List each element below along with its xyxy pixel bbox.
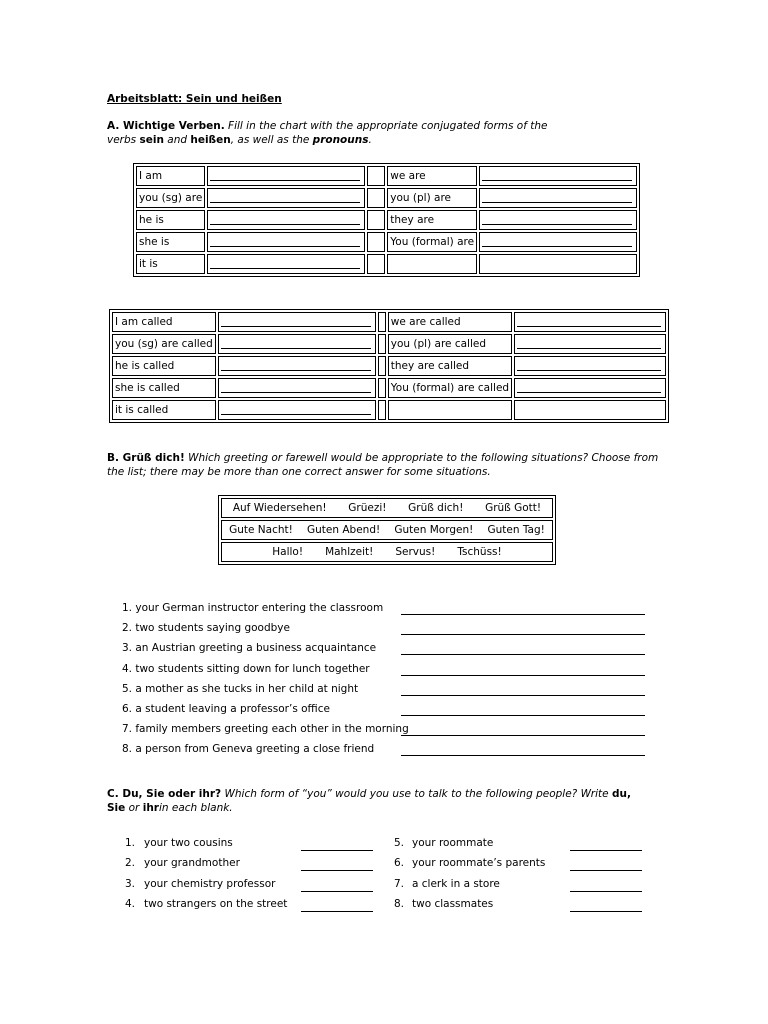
greeting-word: Tschüss!	[457, 546, 502, 558]
greeting-row	[221, 498, 553, 518]
answer-line[interactable]	[570, 911, 642, 912]
pronoun-prompt: he is called	[112, 356, 216, 376]
answer-line[interactable]	[401, 634, 645, 635]
pronoun-prompt: You (formal) are	[387, 232, 477, 252]
answer-blank[interactable]	[207, 210, 365, 230]
blank-line	[517, 380, 661, 393]
pronoun-blank[interactable]	[378, 378, 386, 398]
pronoun-blank[interactable]	[378, 334, 386, 354]
greeting-word: Mahlzeit!	[325, 546, 374, 558]
answer-line[interactable]	[570, 850, 642, 851]
answer-blank[interactable]	[207, 232, 365, 252]
chart-row	[112, 334, 666, 354]
answer-line[interactable]	[301, 850, 373, 851]
person-number: 4.	[125, 898, 136, 911]
greeting-word: Guten Tag!	[487, 524, 545, 536]
greeting-word: Grüß dich!	[408, 502, 464, 514]
section-b-heading: B. Grüß dich!	[107, 452, 185, 464]
greeting-row	[221, 520, 553, 540]
person-item: your grandmother	[144, 857, 240, 870]
greeting-word: Guten Abend!	[307, 524, 381, 536]
chart-row	[112, 312, 666, 332]
answer-line[interactable]	[401, 755, 645, 756]
answer-blank[interactable]	[479, 210, 637, 230]
blank-line	[210, 256, 360, 269]
person-item: your roommate	[412, 837, 494, 849]
person-number: 2.	[125, 857, 136, 870]
greeting-word: Guten Morgen!	[394, 524, 474, 536]
person-item: your chemistry professor	[144, 877, 276, 890]
answer-line[interactable]	[401, 654, 645, 655]
situation-item: 6. a student leaving a professor’s office	[122, 703, 330, 715]
person-number: 5.	[394, 837, 405, 849]
pronoun-prompt: she is called	[112, 378, 216, 398]
answer-line[interactable]	[401, 715, 645, 716]
answer-blank[interactable]	[514, 356, 666, 376]
blank-line	[221, 380, 371, 393]
person-number: 1.	[125, 837, 136, 849]
pronoun-prompt: you (pl) are called	[388, 334, 512, 354]
blank-line	[221, 336, 371, 349]
greeting-word: Grüezi!	[348, 502, 387, 514]
person-item: a clerk in a store	[412, 877, 500, 890]
answer-blank[interactable]	[207, 188, 365, 208]
chart-row	[136, 210, 637, 230]
sein-conjugation-chart	[133, 163, 640, 277]
pronoun-prompt: we are	[387, 166, 477, 186]
pronoun-blank[interactable]	[367, 254, 385, 274]
pronoun-prompt	[388, 400, 512, 420]
chart-row	[136, 188, 637, 208]
person-item: two classmates	[412, 898, 494, 911]
answer-blank[interactable]	[514, 334, 666, 354]
answer-line[interactable]	[401, 675, 645, 676]
answer-blank[interactable]	[514, 312, 666, 332]
situation-item: 5. a mother as she tucks in her child at night	[122, 682, 359, 695]
greeting-word: Servus!	[395, 546, 436, 558]
answer-blank[interactable]	[207, 254, 365, 274]
section-a-heading: A. Wichtige Verben.	[107, 120, 225, 132]
pronoun-blank[interactable]	[378, 400, 386, 420]
greeting-word: Grüß Gott!	[485, 502, 542, 514]
person-item: two strangers on the street	[144, 898, 288, 911]
pronoun-blank[interactable]	[367, 232, 385, 252]
pronoun-prompt: you (sg) are	[136, 188, 205, 208]
blank-line	[517, 314, 661, 327]
greeting-word-bank	[218, 495, 556, 565]
blank-line	[517, 336, 661, 349]
answer-line[interactable]	[401, 735, 645, 736]
chart-row	[136, 166, 637, 186]
pronoun-blank[interactable]	[378, 312, 386, 332]
person-number: 3.	[125, 877, 136, 890]
pronoun-prompt: they are called	[388, 356, 512, 376]
answer-line[interactable]	[301, 870, 373, 871]
pronoun-prompt: we are called	[388, 312, 512, 332]
pronoun-blank[interactable]	[378, 356, 386, 376]
answer-blank[interactable]	[479, 232, 637, 252]
answer-blank[interactable]	[479, 254, 637, 274]
answer-blank[interactable]	[218, 378, 376, 398]
situation-item: 7. family members greeting each other in the morning	[122, 723, 409, 736]
person-item: your two cousins	[144, 837, 233, 849]
answer-line[interactable]	[570, 870, 642, 871]
blank-line	[517, 358, 661, 371]
greeting-word: Hallo!	[272, 546, 304, 558]
person-number: 8.	[394, 898, 405, 911]
answer-line[interactable]	[301, 891, 373, 892]
situation-item: 4. two students sitting down for lunch together	[122, 662, 370, 675]
pronoun-blank[interactable]	[367, 166, 385, 186]
blank-line	[210, 168, 360, 181]
section-c-instructions: C. Du, Sie oder ihr? Which form of “you” would you use to talk to the following people? Write du, Sie or ihrin each blank.	[107, 788, 631, 814]
answer-line[interactable]	[401, 614, 645, 615]
answer-line[interactable]	[401, 695, 645, 696]
answer-blank[interactable]	[207, 166, 365, 186]
blank-line	[210, 234, 360, 247]
pronoun-prompt: he is	[136, 210, 205, 230]
chart-row	[136, 254, 637, 274]
pronoun-prompt: it is	[136, 254, 205, 274]
answer-line[interactable]	[570, 891, 642, 892]
greeting-row	[221, 542, 553, 562]
section-a-instructions: A. Wichtige Verben. Fill in the chart with the appropriate conjugated forms of the verbs sein and heißen, as well as the pronouns.	[107, 120, 548, 146]
blank-line	[221, 358, 371, 371]
pronoun-prompt: you (sg) are called	[112, 334, 216, 354]
chart-row	[112, 378, 666, 398]
blank-line	[221, 314, 371, 327]
pronoun-blank[interactable]	[367, 188, 385, 208]
pronoun-prompt: she is	[136, 232, 205, 252]
situation-item: 1. your German instructor entering the classroom	[122, 602, 384, 614]
answer-blank[interactable]	[514, 378, 666, 398]
pronoun-prompt	[387, 254, 477, 274]
pronoun-prompt: they are	[387, 210, 477, 230]
worksheet-title: Arbeitsblatt: Sein und heißen	[107, 93, 282, 105]
answer-blank[interactable]	[479, 188, 637, 208]
answer-blank[interactable]	[514, 400, 666, 420]
chart-row	[112, 400, 666, 420]
blank-line	[210, 212, 360, 225]
pronoun-prompt: I am	[136, 166, 205, 186]
answer-blank[interactable]	[218, 356, 376, 376]
pronoun-blank[interactable]	[367, 210, 385, 230]
person-item: your roommate’s parents	[412, 857, 546, 870]
section-b-instructions: B. Grüß dich! Which greeting or farewell would be appropriate to the following situations? Choose from the list; there may be more than one correct answer for some situations.	[107, 452, 659, 478]
blank-line	[482, 212, 632, 225]
answer-blank[interactable]	[479, 166, 637, 186]
answer-blank[interactable]	[218, 312, 376, 332]
situation-item: 8. a person from Geneva greeting a close friend	[122, 743, 375, 756]
heissen-conjugation-chart	[109, 309, 669, 423]
answer-line[interactable]	[301, 911, 373, 912]
pronoun-prompt: I am called	[112, 312, 216, 332]
person-number: 6.	[394, 857, 405, 870]
greeting-word: Auf Wiedersehen!	[232, 502, 327, 514]
chart-row	[112, 356, 666, 376]
greeting-word: Gute Nacht!	[229, 524, 293, 536]
situation-item: 2. two students saying goodbye	[122, 622, 290, 635]
answer-blank[interactable]	[218, 400, 376, 420]
answer-blank[interactable]	[218, 334, 376, 354]
pronoun-prompt: it is called	[112, 400, 216, 420]
person-number: 7.	[394, 877, 405, 890]
chart-row	[136, 232, 637, 252]
blank-line	[482, 168, 632, 181]
blank-line	[482, 190, 632, 203]
blank-line	[482, 234, 632, 247]
pronoun-prompt: You (formal) are called	[388, 378, 512, 398]
section-c-heading: C. Du, Sie oder ihr?	[107, 788, 222, 800]
pronoun-prompt: you (pl) are	[387, 188, 477, 208]
blank-line	[210, 190, 360, 203]
situation-item: 3. an Austrian greeting a business acquaintance	[122, 642, 377, 655]
blank-line	[221, 402, 371, 415]
